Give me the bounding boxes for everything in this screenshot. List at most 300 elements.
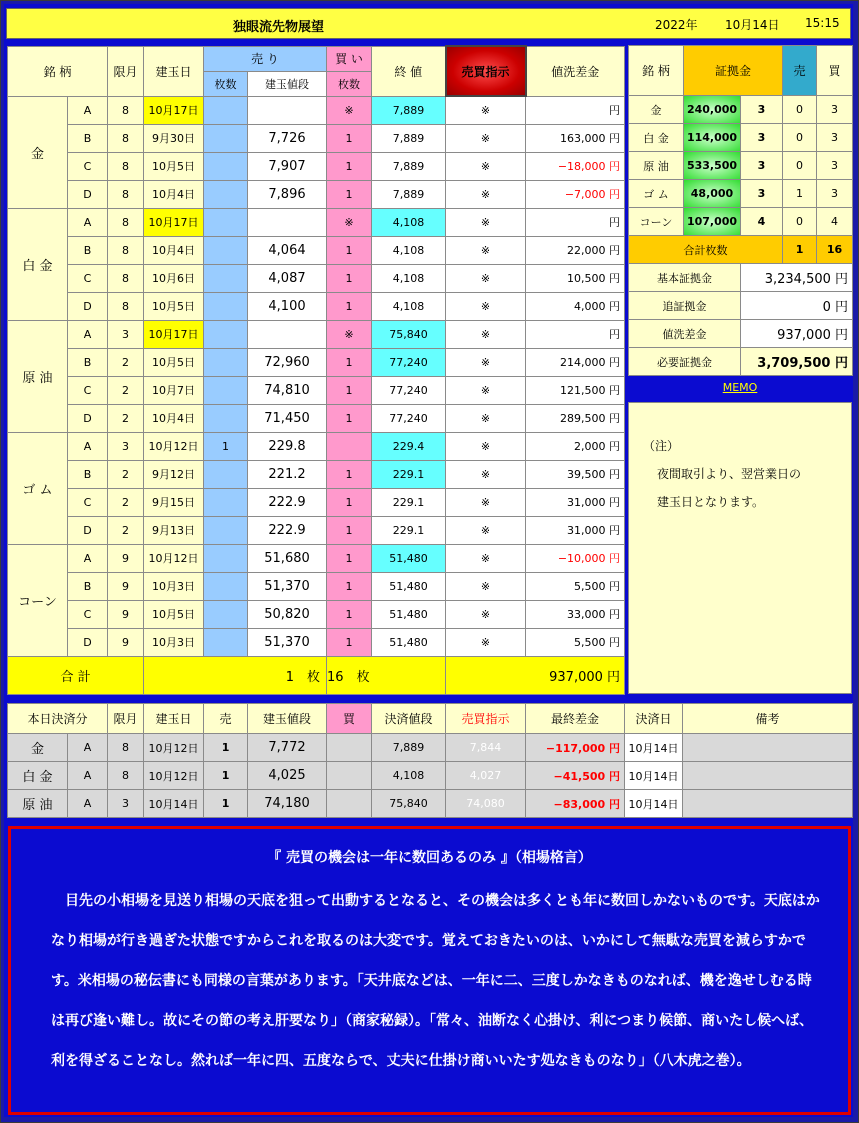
contract-month: 2: [108, 376, 144, 404]
sell-qty: 1: [204, 432, 248, 460]
settled-sell-qty: 1: [204, 734, 248, 762]
settled-final-diff: −117,000 円: [526, 734, 625, 762]
close-price: 229.1: [372, 488, 446, 516]
settled-price: 4,108: [372, 762, 446, 790]
buy-qty: 1: [327, 264, 372, 292]
summary-value: 0 円: [741, 292, 853, 320]
settled-commodity: 白 金: [8, 762, 68, 790]
close-price: 4,108: [372, 208, 446, 236]
contract-letter: B: [68, 124, 108, 152]
settled-buy-qty: [327, 734, 372, 762]
margin-sell-count: 0: [783, 96, 817, 124]
buy-qty: [327, 432, 372, 460]
close-price: 77,240: [372, 376, 446, 404]
sell-qty: [204, 516, 248, 544]
sell-qty: [204, 572, 248, 600]
settled-col-month: 限月: [108, 704, 144, 734]
order-mark: ※: [446, 544, 526, 572]
proverb-body: 目先の小相場を見送り相場の天底を狙って出動するとなると、その機会は多くとも年に数回しかないものです。天底はかなり相場が行き過ぎた状態ですからこれを取るのは大変です。覚えておきたいのは、いかにして無駄な売買を減らすかです。米相場の秘伝書にも同様の言葉があります。「天井底などは、一年に二、三度しかなきものなれば、機を逸せしむる時は再び逢い難し。故にその節の考え肝要なり」（商家秘録）。「常々、油断なく心掛け、利につまり候節、商いたし候へば、利を得ざることなし。然れば一年に四、五度ならで、丈夫に仕掛け商いいたす処なきものなり」（八木虎之巻）。: [51, 893, 820, 1069]
mark-to-market-diff: 円: [526, 320, 625, 348]
settled-order-price: 74,080: [446, 790, 526, 818]
contract-month: 3: [108, 320, 144, 348]
contract-letter: B: [68, 348, 108, 376]
settled-final-diff: −83,000 円: [526, 790, 625, 818]
settled-col-title: 本日決済分: [8, 704, 108, 734]
title-bar: [6, 8, 851, 39]
sell-qty: [204, 180, 248, 208]
order-mark: ※: [446, 96, 526, 124]
contract-month: 2: [108, 488, 144, 516]
settled-sell-qty: 1: [204, 790, 248, 818]
sell-qty: [204, 320, 248, 348]
position-price: 221.2: [248, 460, 327, 488]
position-date: 10月17日: [144, 320, 204, 348]
mark-to-market-diff: 163,000 円: [526, 124, 625, 152]
contract-month: 8: [108, 124, 144, 152]
settled-position-date: 10月12日: [144, 762, 204, 790]
buy-qty: 1: [327, 516, 372, 544]
buy-qty: 1: [327, 544, 372, 572]
contract-letter: D: [68, 292, 108, 320]
sell-qty: [204, 488, 248, 516]
sell-qty: [204, 96, 248, 124]
mark-to-market-diff: 121,500 円: [526, 376, 625, 404]
memo-link[interactable]: MEMO: [722, 381, 758, 394]
margin-commodity: 原 油: [629, 152, 684, 180]
buy-qty: 1: [327, 600, 372, 628]
table-row: [8, 404, 625, 432]
mark-to-market-diff: −18,000 円: [526, 152, 625, 180]
settled-position-price: 7,772: [248, 734, 327, 762]
position-date: 9月12日: [144, 460, 204, 488]
contract-month: 2: [108, 460, 144, 488]
contract-month: 9: [108, 544, 144, 572]
close-price: 75,840: [372, 320, 446, 348]
page-title: 独眼流先物展望: [233, 20, 325, 35]
mark-to-market-diff: 31,000 円: [526, 516, 625, 544]
settled-note: [683, 734, 853, 762]
settled-final-diff: −41,500 円: [526, 762, 625, 790]
table-row: [8, 488, 625, 516]
margin-row: [629, 124, 853, 152]
position-date: 10月4日: [144, 236, 204, 264]
position-price: 222.9: [248, 488, 327, 516]
margin-sum-label: 合計枚数: [629, 236, 783, 264]
order-mark: ※: [446, 460, 526, 488]
sell-qty: [204, 264, 248, 292]
sell-qty: [204, 628, 248, 656]
sell-qty: [204, 208, 248, 236]
order-mark: ※: [446, 516, 526, 544]
sell-qty: [204, 236, 248, 264]
settled-buy-qty: [327, 762, 372, 790]
buy-qty: 1: [327, 180, 372, 208]
mark-to-market-diff: 39,500 円: [526, 460, 625, 488]
sell-qty: [204, 460, 248, 488]
contract-month: 8: [108, 264, 144, 292]
close-price: 51,480: [372, 544, 446, 572]
contract-letter: D: [68, 404, 108, 432]
settled-sell-qty: 1: [204, 762, 248, 790]
position-date: 9月15日: [144, 488, 204, 516]
contract-letter: A: [68, 544, 108, 572]
settled-date: 10月14日: [625, 790, 683, 818]
position-date: 10月5日: [144, 348, 204, 376]
contract-month: 8: [108, 208, 144, 236]
position-price: 74,810: [248, 376, 327, 404]
margin-col-buy: 買: [817, 46, 853, 96]
summary-label: 基本証拠金: [629, 264, 741, 292]
order-mark: ※: [446, 432, 526, 460]
margin-row: [629, 208, 853, 236]
settled-contract-letter: A: [68, 734, 108, 762]
margin-col-sell: 売: [783, 46, 817, 96]
margin-row: [629, 180, 853, 208]
mark-to-market-diff: 22,000 円: [526, 236, 625, 264]
mark-to-market-diff: 2,000 円: [526, 432, 625, 460]
margin-row: [629, 96, 853, 124]
buy-qty: 1: [327, 292, 372, 320]
contract-letter: D: [68, 628, 108, 656]
table-row: [8, 460, 625, 488]
position-price: 51,680: [248, 544, 327, 572]
margin-commodity: ゴ ム: [629, 180, 684, 208]
settled-col-settle-price: 決済値段: [372, 704, 446, 734]
table-row: [8, 236, 625, 264]
settled-position-price: 74,180: [248, 790, 327, 818]
col-header-diff: 値洗差金: [526, 46, 625, 96]
margin-col-name: 銘 柄: [629, 46, 684, 96]
summary-label: 値洗差金: [629, 320, 741, 348]
col-header-close: 終 値: [372, 46, 446, 96]
position-date: 10月6日: [144, 264, 204, 292]
buy-qty: 1: [327, 124, 372, 152]
margin-buy-count: 3: [817, 152, 853, 180]
settled-col-sell: 売: [204, 704, 248, 734]
position-price: 51,370: [248, 628, 327, 656]
close-price: 4,108: [372, 264, 446, 292]
position-date: 10月17日: [144, 208, 204, 236]
total-diff: 937,000 円: [446, 656, 625, 694]
mark-to-market-diff: 289,500 円: [526, 404, 625, 432]
close-price: 7,889: [372, 96, 446, 124]
margin-commodity: コーン: [629, 208, 684, 236]
contract-month: 9: [108, 628, 144, 656]
positions-table: [7, 45, 625, 695]
position-date: 10月3日: [144, 628, 204, 656]
memo-panel: [628, 402, 852, 694]
commodity-name: 白 金: [8, 208, 68, 320]
position-date: 10月5日: [144, 152, 204, 180]
table-row: [8, 600, 625, 628]
commodity-name: 原 油: [8, 320, 68, 432]
margin-sum-buy: 16: [817, 236, 853, 264]
order-mark: ※: [446, 404, 526, 432]
position-date: 10月5日: [144, 600, 204, 628]
table-row: [8, 628, 625, 656]
close-price: 229.1: [372, 460, 446, 488]
margin-sell-count: 0: [783, 152, 817, 180]
mark-to-market-diff: 4,000 円: [526, 292, 625, 320]
sell-qty: [204, 600, 248, 628]
settled-date: 10月14日: [625, 762, 683, 790]
contract-month: 8: [108, 236, 144, 264]
margin-buy-count: 4: [817, 208, 853, 236]
settled-order-price: 4,027: [446, 762, 526, 790]
order-mark: ※: [446, 628, 526, 656]
buy-qty: 1: [327, 348, 372, 376]
header-date: 10月14日: [725, 18, 780, 32]
settled-row: [8, 762, 853, 790]
col-header-buy-qty: 枚数: [327, 71, 372, 96]
position-price: 222.9: [248, 516, 327, 544]
margin-table: [628, 45, 853, 376]
memo-note-line: 建玉日となります。: [657, 495, 765, 509]
close-price: 51,480: [372, 628, 446, 656]
settled-col-price: 建玉値段: [248, 704, 327, 734]
position-date: 9月30日: [144, 124, 204, 152]
order-mark: ※: [446, 488, 526, 516]
position-date: 9月13日: [144, 516, 204, 544]
table-row: [8, 124, 625, 152]
position-price: 50,820: [248, 600, 327, 628]
position-price: 7,896: [248, 180, 327, 208]
contract-letter: A: [68, 432, 108, 460]
buy-qty: 1: [327, 404, 372, 432]
header-time: 15:15: [805, 16, 840, 30]
margin-col-margin: 証拠金: [684, 46, 783, 96]
position-date: 10月4日: [144, 404, 204, 432]
margin-sell-count: 1: [783, 180, 817, 208]
contract-letter: C: [68, 488, 108, 516]
contract-month: 8: [108, 152, 144, 180]
col-header-month: 限月: [108, 46, 144, 96]
memo-note-line: 夜間取引より、翌営業日の: [657, 467, 802, 481]
margin-buy-count: 3: [817, 180, 853, 208]
settled-order-price: 7,844: [446, 734, 526, 762]
sell-qty: [204, 152, 248, 180]
settled-month: 8: [108, 734, 144, 762]
settled-col-order: 売買指示: [446, 704, 526, 734]
close-price: 7,889: [372, 180, 446, 208]
mark-to-market-diff: 円: [526, 96, 625, 124]
position-date: 10月17日: [144, 96, 204, 124]
settled-table: [7, 703, 853, 818]
order-mark: ※: [446, 320, 526, 348]
buy-qty: 1: [327, 488, 372, 516]
buy-qty: 1: [327, 236, 372, 264]
order-mark: ※: [446, 236, 526, 264]
order-mark: ※: [446, 264, 526, 292]
close-price: 229.1: [372, 516, 446, 544]
total-label: 合 計: [8, 656, 144, 694]
commodity-name: コーン: [8, 544, 68, 656]
close-price: 77,240: [372, 404, 446, 432]
sell-qty: [204, 348, 248, 376]
buy-qty: 1: [327, 628, 372, 656]
summary-value: 3,234,500 円: [741, 264, 853, 292]
contract-letter: C: [68, 600, 108, 628]
commodity-name: 金: [8, 96, 68, 208]
mark-to-market-diff: 円: [526, 208, 625, 236]
mark-to-market-diff: 31,000 円: [526, 488, 625, 516]
summary-row: [629, 292, 853, 320]
position-price: 7,907: [248, 152, 327, 180]
settled-row: [8, 734, 853, 762]
position-price: 4,064: [248, 236, 327, 264]
settled-position-price: 4,025: [248, 762, 327, 790]
sell-qty: [204, 404, 248, 432]
table-row: [8, 180, 625, 208]
margin-units: 3: [741, 180, 783, 208]
settled-price: 75,840: [372, 790, 446, 818]
position-date: 10月5日: [144, 292, 204, 320]
contract-month: 2: [108, 348, 144, 376]
close-price: 51,480: [372, 600, 446, 628]
summary-row: [629, 348, 853, 376]
proverb-box: [8, 826, 851, 1115]
order-instruction-button[interactable]: 売買指示: [446, 46, 526, 96]
col-header-buy: 買 い: [327, 46, 372, 71]
contract-month: 2: [108, 404, 144, 432]
position-price: 4,087: [248, 264, 327, 292]
summary-value: 937,000 円: [741, 320, 853, 348]
table-row: [8, 292, 625, 320]
header-year: 2022年: [655, 18, 698, 32]
proverb-title: 『 売買の機会は一年に数回あるのみ 』（相場格言）: [267, 850, 592, 866]
position-price: 51,370: [248, 572, 327, 600]
margin-units: 3: [741, 96, 783, 124]
margin-sell-count: 0: [783, 208, 817, 236]
settled-note: [683, 790, 853, 818]
contract-month: 9: [108, 572, 144, 600]
settled-contract-letter: A: [68, 790, 108, 818]
contract-letter: C: [68, 264, 108, 292]
table-row: [8, 96, 625, 124]
settled-month: 8: [108, 762, 144, 790]
summary-label: 追証拠金: [629, 292, 741, 320]
settled-commodity: 原 油: [8, 790, 68, 818]
close-price: 7,889: [372, 152, 446, 180]
margin-sell-count: 0: [783, 124, 817, 152]
position-price: [248, 96, 327, 124]
margin-row: [629, 152, 853, 180]
table-row: [8, 264, 625, 292]
commodity-name: ゴ ム: [8, 432, 68, 544]
settled-date: 10月14日: [625, 734, 683, 762]
close-price: 4,108: [372, 292, 446, 320]
position-price: 71,450: [248, 404, 327, 432]
total-buy: 16 枚: [327, 656, 446, 694]
order-mark: ※: [446, 292, 526, 320]
margin-units: 3: [741, 152, 783, 180]
order-mark: ※: [446, 208, 526, 236]
contract-month: 2: [108, 516, 144, 544]
settled-row: [8, 790, 853, 818]
col-header-name: 銘 柄: [8, 46, 108, 96]
contract-letter: C: [68, 376, 108, 404]
table-row: [8, 348, 625, 376]
settled-buy-qty: [327, 790, 372, 818]
mark-to-market-diff: 5,500 円: [526, 572, 625, 600]
sell-qty: [204, 544, 248, 572]
position-price: 229.8: [248, 432, 327, 460]
position-date: 10月3日: [144, 572, 204, 600]
position-price: 7,726: [248, 124, 327, 152]
order-mark: ※: [446, 180, 526, 208]
position-date: 10月7日: [144, 376, 204, 404]
margin-buy-count: 3: [817, 96, 853, 124]
settled-col-settle-date: 決済日: [625, 704, 683, 734]
contract-letter: C: [68, 152, 108, 180]
settled-position-date: 10月12日: [144, 734, 204, 762]
summary-value: 3,709,500 円: [741, 348, 853, 376]
mark-to-market-diff: −10,000 円: [526, 544, 625, 572]
close-price: 51,480: [372, 572, 446, 600]
contract-letter: A: [68, 320, 108, 348]
contract-letter: A: [68, 96, 108, 124]
settled-contract-letter: A: [68, 762, 108, 790]
table-row: [8, 376, 625, 404]
margin-units: 4: [741, 208, 783, 236]
order-mark: ※: [446, 572, 526, 600]
total-sell: 1 枚: [144, 656, 327, 694]
settled-month: 3: [108, 790, 144, 818]
col-header-price: 建玉値段: [248, 71, 327, 96]
order-mark: ※: [446, 600, 526, 628]
col-header-sell-qty: 枚数: [204, 71, 248, 96]
buy-qty: ※: [327, 208, 372, 236]
contract-letter: B: [68, 572, 108, 600]
contract-letter: A: [68, 208, 108, 236]
mark-to-market-diff: 214,000 円: [526, 348, 625, 376]
mark-to-market-diff: 10,500 円: [526, 264, 625, 292]
contract-month: 3: [108, 432, 144, 460]
contract-letter: D: [68, 180, 108, 208]
summary-row: [629, 264, 853, 292]
table-row: [8, 152, 625, 180]
settled-col-date: 建玉日: [144, 704, 204, 734]
order-mark: ※: [446, 124, 526, 152]
mark-to-market-diff: −7,000 円: [526, 180, 625, 208]
contract-month: 8: [108, 96, 144, 124]
buy-qty: 1: [327, 572, 372, 600]
position-date: 10月12日: [144, 432, 204, 460]
close-price: 229.4: [372, 432, 446, 460]
margin-sum-sell: 1: [783, 236, 817, 264]
position-price: 72,960: [248, 348, 327, 376]
summary-label: 必要証拠金: [629, 348, 741, 376]
buy-qty: ※: [327, 320, 372, 348]
settled-note: [683, 762, 853, 790]
settled-col-note: 備考: [683, 704, 853, 734]
position-price: 4,100: [248, 292, 327, 320]
table-row: [8, 572, 625, 600]
contract-month: 8: [108, 292, 144, 320]
mark-to-market-diff: 33,000 円: [526, 600, 625, 628]
settled-commodity: 金: [8, 734, 68, 762]
contract-letter: D: [68, 516, 108, 544]
contract-month: 9: [108, 600, 144, 628]
position-price: [248, 320, 327, 348]
margin-amount: 240,000: [684, 96, 741, 124]
margin-amount: 114,000: [684, 124, 741, 152]
order-mark: ※: [446, 376, 526, 404]
margin-amount: 48,000: [684, 180, 741, 208]
sell-qty: [204, 292, 248, 320]
margin-amount: 107,000: [684, 208, 741, 236]
table-row: [8, 320, 625, 348]
